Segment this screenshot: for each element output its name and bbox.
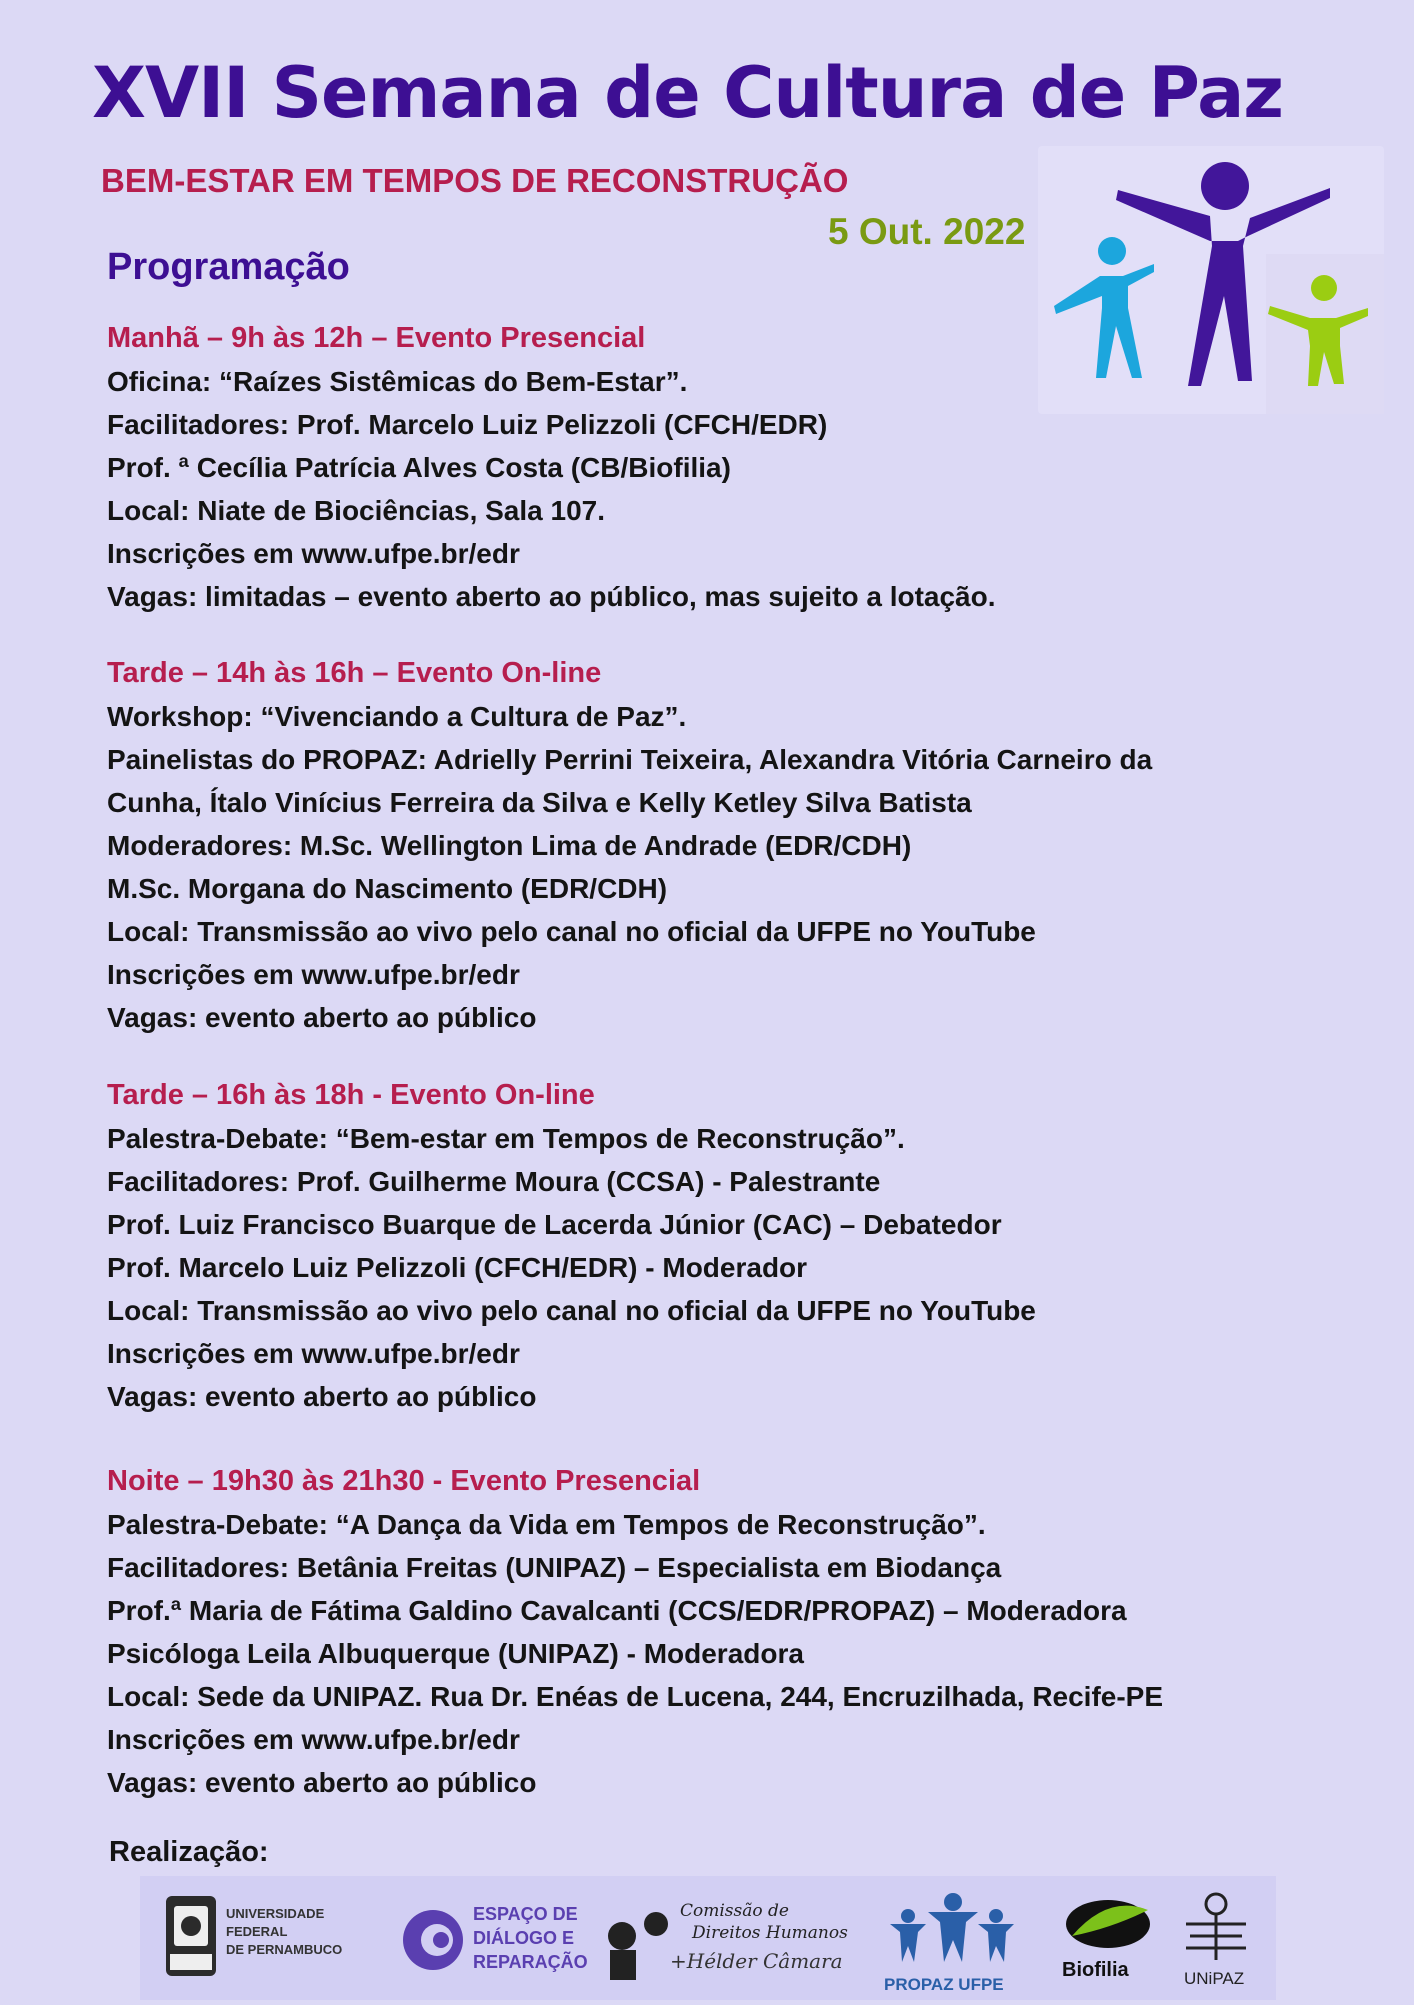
section-line: Prof. ª Cecília Patrícia Alves Costa (CB/Biofilia) <box>107 452 731 483</box>
section-line: Inscrições em www.ufpe.br/edr <box>107 1338 520 1369</box>
biofilia-text: Biofilia <box>1062 1959 1129 1981</box>
section-line: Vagas: evento aberto ao público <box>107 1767 537 1798</box>
propaz-people-icon <box>878 1876 1028 2000</box>
section-line: Prof. Luiz Francisco Buarque de Lacerda Júnior (CAC) – Debatedor <box>107 1209 1002 1240</box>
section-line: Palestra-Debate: “Bem-estar em Tempos de Reconstrução”. <box>107 1123 905 1154</box>
ufpe-crest-icon <box>160 1876 365 2000</box>
event-date: 5 Out. 2022 <box>828 211 1026 252</box>
biofilia-logo <box>1052 1876 1162 2000</box>
sponsor-logos <box>140 1876 1276 2000</box>
section-line: Cunha, Ítalo Vinícius Ferreira da Silva e Kelly Ketley Silva Batista <box>107 787 972 818</box>
ufpe-text-1: UNIVERSIDADE <box>226 1906 325 1921</box>
section-line: Palestra-Debate: “A Dança da Vida em Tempos de Reconstrução”. <box>107 1509 986 1540</box>
ufpe-text-3: DE PERNAMBUCO <box>226 1942 343 1957</box>
comissao-text-1: Comissão de <box>680 1901 789 1921</box>
section-line: Inscrições em www.ufpe.br/edr <box>107 1724 520 1755</box>
section-line: Prof.ª Maria de Fátima Galdino Cavalcanti (CCS/EDR/PROPAZ) – Moderadora <box>107 1595 1127 1626</box>
section-line: Vagas: evento aberto ao público <box>107 1002 537 1033</box>
page-title: XVII Semana de Cultura de Paz <box>92 52 1284 134</box>
section-line: Inscrições em www.ufpe.br/edr <box>107 959 520 990</box>
section-line: Inscrições em www.ufpe.br/edr <box>107 538 520 569</box>
unipaz-logo <box>1176 1876 1266 2000</box>
espaco-text-3: REPARAÇÃO <box>473 1952 588 1972</box>
propaz-text: PROPAZ UFPE <box>884 1975 1004 1994</box>
section-line: M.Sc. Morgana do Nascimento (EDR/CDH) <box>107 873 668 904</box>
subtitle: BEM-ESTAR EM TEMPOS DE RECONSTRUÇÃO <box>101 162 849 199</box>
espaco-dialogo-logo <box>395 1876 588 2000</box>
section-line: Local: Transmissão ao vivo pelo canal no oficial da UFPE no YouTube <box>107 1295 1036 1326</box>
section-heading: Tarde – 16h às 18h - Evento On-line <box>107 1079 595 1111</box>
section-line: Painelistas do PROPAZ: Adrielly Perrini Teixeira, Alexandra Vitória Carneiro da <box>107 744 1153 775</box>
programacao-heading: Programação <box>107 246 350 288</box>
unipaz-text: UNiPAZ <box>1184 1969 1245 1988</box>
realizacao-label: Realização: <box>109 1836 269 1868</box>
section-line: Oficina: “Raízes Sistêmicas do Bem-Estar”. <box>107 366 688 397</box>
section-line: Prof. Marcelo Luiz Pelizzoli (CFCH/EDR) - Moderador <box>107 1252 808 1283</box>
section-manha <box>107 317 1397 618</box>
biofilia-leaf-icon <box>1052 1876 1162 2000</box>
section-heading: Manhã – 9h às 12h – Evento Presencial <box>107 322 646 354</box>
ufpe-text-2: FEDERAL <box>226 1924 288 1939</box>
espaco-text-1: ESPAÇO DE <box>473 1904 578 1924</box>
section-line: Psicóloga Leila Albuquerque (UNIPAZ) - Moderadora <box>107 1638 804 1669</box>
section-line: Vagas: limitadas – evento aberto ao público, mas sujeito a lotação. <box>107 581 996 612</box>
section-line: Local: Sede da UNIPAZ. Rua Dr. Enéas de Lucena, 244, Encruzilhada, Recife-PE <box>107 1681 1164 1712</box>
espaco-text-2: DIÁLOGO E <box>473 1928 575 1948</box>
section-line: Moderadores: M.Sc. Wellington Lima de Andrade (EDR/CDH) <box>107 830 912 861</box>
comissao-dh-icon <box>600 1876 848 2000</box>
unipaz-symbol-icon <box>1176 1876 1266 2000</box>
section-line: Facilitadores: Betânia Freitas (UNIPAZ) – Especialista em Biodança <box>107 1552 1002 1583</box>
section-line: Facilitadores: Prof. Guilherme Moura (CCSA) - Palestrante <box>107 1166 881 1197</box>
comissao-dh-logo <box>600 1876 848 2000</box>
section-line: Workshop: “Vivenciando a Cultura de Paz”. <box>107 701 687 732</box>
section-noite <box>107 1460 1397 1804</box>
espaco-dialogo-icon <box>395 1876 588 2000</box>
section-heading: Noite – 19h30 às 21h30 - Evento Presencial <box>107 1465 701 1497</box>
section-line: Local: Niate de Biociências, Sala 107. <box>107 495 605 526</box>
section-tarde-1 <box>107 652 1397 1039</box>
propaz-logo <box>878 1876 1028 2000</box>
section-line: Vagas: evento aberto ao público <box>107 1381 537 1412</box>
section-line: Local: Transmissão ao vivo pelo canal no oficial da UFPE no YouTube <box>107 916 1036 947</box>
section-heading: Tarde – 14h às 16h – Evento On-line <box>107 657 602 689</box>
comissao-text-2: Direitos Humanos <box>692 1923 848 1943</box>
ufpe-logo <box>160 1876 365 2000</box>
comissao-text-3: +Hélder Câmara <box>670 1949 843 1973</box>
section-tarde-2 <box>107 1074 1397 1418</box>
section-line: Facilitadores: Prof. Marcelo Luiz Pelizzoli (CFCH/EDR) <box>107 409 828 440</box>
